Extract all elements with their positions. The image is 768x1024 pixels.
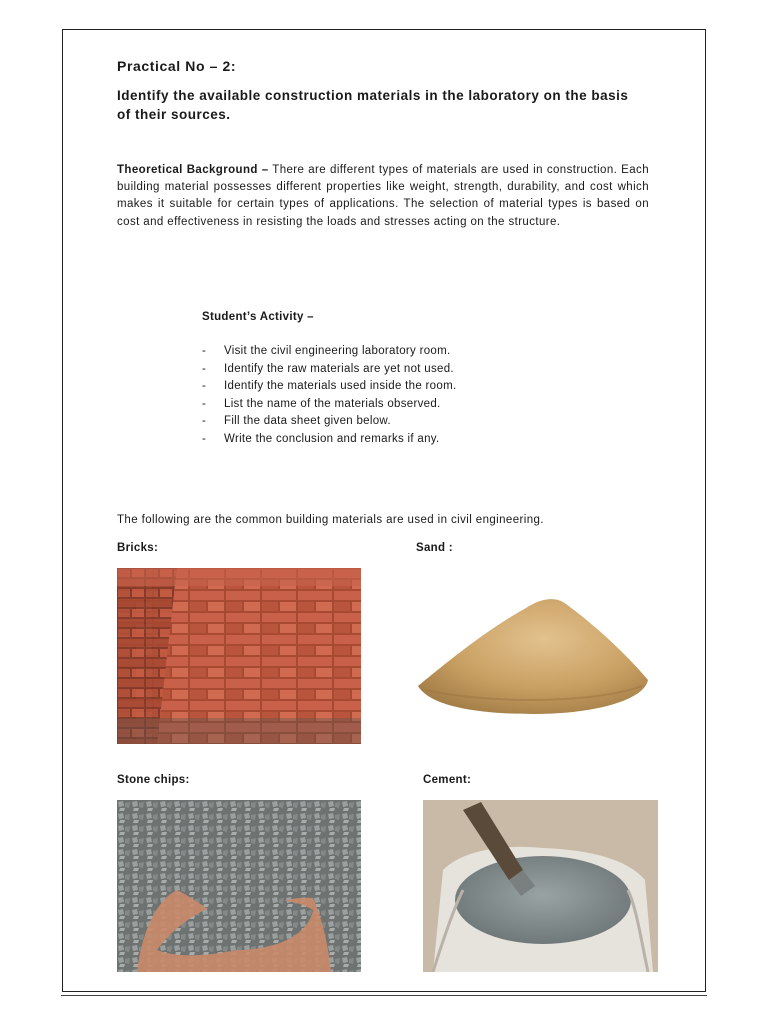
list-item: - Identify the raw materials are yet not used. xyxy=(202,362,454,375)
list-item: - List the name of the materials observed. xyxy=(202,397,441,410)
activity-list xyxy=(202,343,456,449)
activity-heading: Student’s Activity – xyxy=(202,311,314,323)
cement-image xyxy=(423,800,658,972)
theoretical-background xyxy=(117,162,649,231)
list-item: - Identify the materials used inside the room. xyxy=(202,380,457,393)
materials-intro: The following are the common building materials are used in civil engineering. xyxy=(117,514,544,526)
list-item: - Write the conclusion and remarks if any. xyxy=(202,432,440,445)
bricks-label: Bricks: xyxy=(117,542,159,554)
list-item: - Fill the data sheet given below. xyxy=(202,415,391,428)
sand-label: Sand : xyxy=(416,542,453,554)
theory-body: There are different types of materials are used in construction. Each building material possesses different properties like weight, strength, durability, and cost which makes it suitable for certain types of applications. The selection of material types is based on cost and effectiveness in resisting the loads and stresses acting on the structure. xyxy=(117,164,649,228)
aim-heading: Identify the available construction materials in the laboratory on the basis of their sources. xyxy=(117,88,629,122)
bricks-image xyxy=(117,568,361,744)
sand-image xyxy=(416,568,650,744)
cement-label: Cement: xyxy=(423,774,472,786)
stone-chips-image xyxy=(117,800,361,972)
list-item: - Visit the civil engineering laboratory room. xyxy=(202,345,451,357)
theory-heading: Theoretical Background – xyxy=(117,164,269,176)
practical-title: Practical No – 2: xyxy=(117,58,237,74)
stone-chips-label: Stone chips: xyxy=(117,774,190,786)
